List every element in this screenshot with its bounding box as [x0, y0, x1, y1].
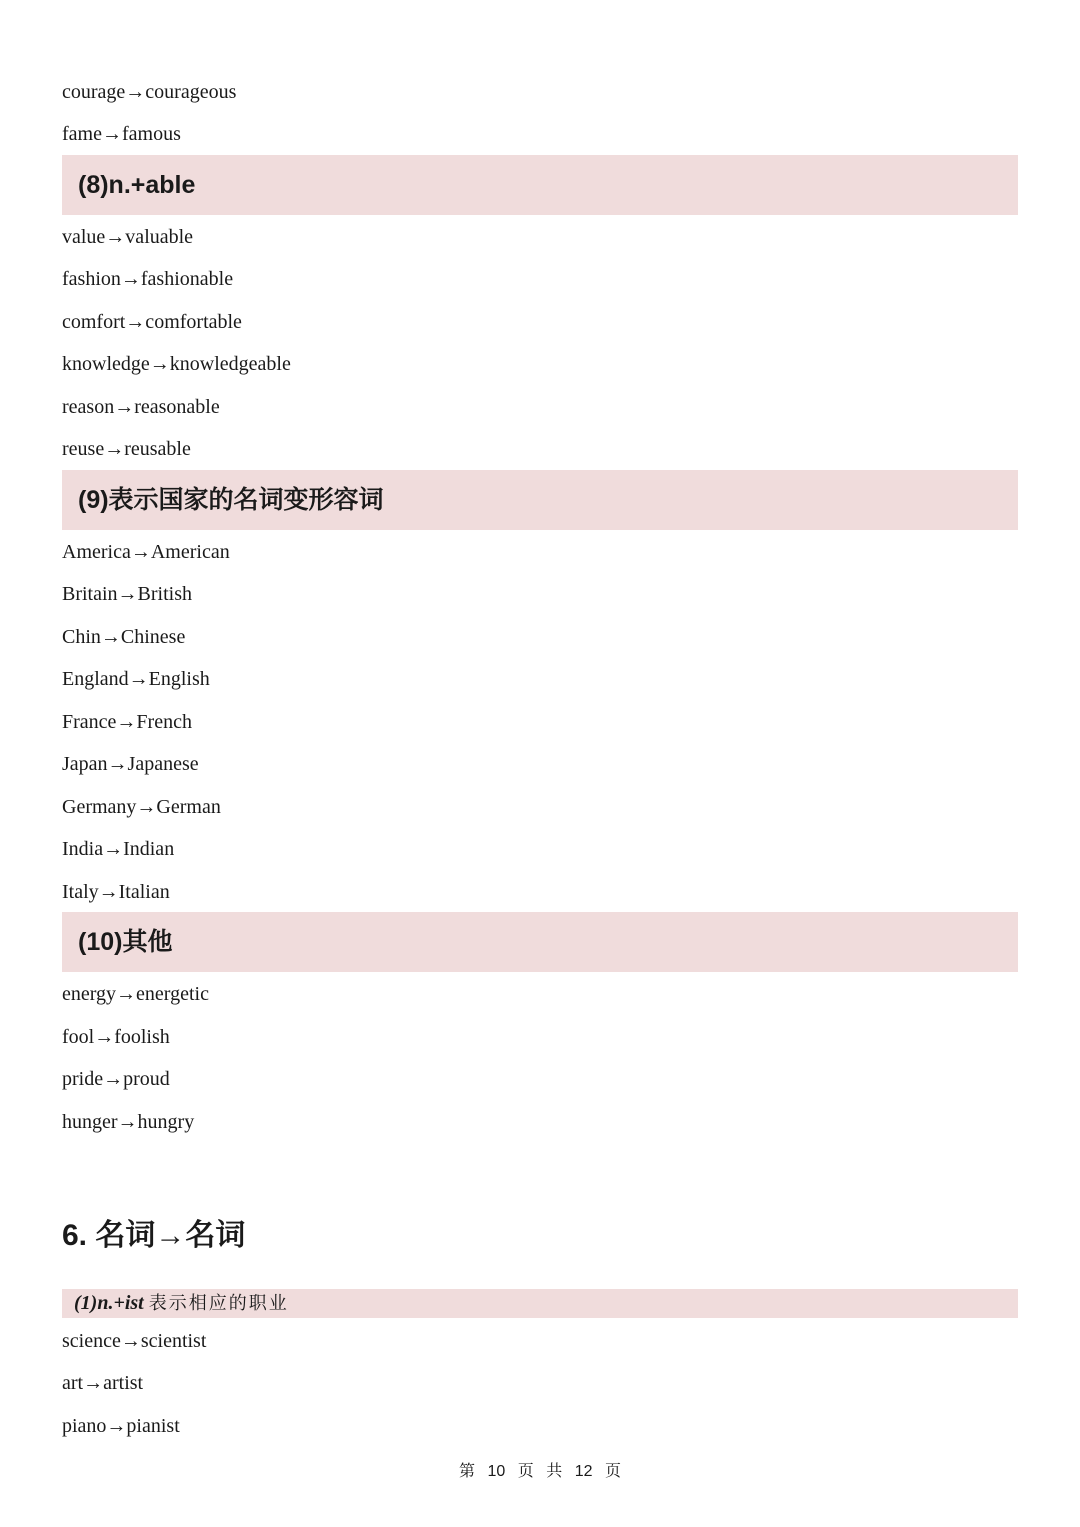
sub-heading: [74, 1289, 289, 1318]
word-pair: fool→foolish: [62, 1026, 170, 1048]
word-pair: India→Indian: [62, 838, 175, 860]
sub-heading-description: 表示相应的职业: [148, 1293, 289, 1313]
word-pair: piano→pianist: [62, 1415, 180, 1437]
word-pair: knowledge→knowledgeable: [62, 353, 291, 375]
word-pair: pride→proud: [62, 1068, 170, 1090]
footer-prefix: 第: [459, 1463, 476, 1480]
sub-heading-band: [62, 1289, 1018, 1318]
word-pair: courage→courageous: [62, 81, 237, 103]
word-pair: America→American: [62, 541, 230, 563]
section-heading-band: [62, 912, 1018, 972]
word-pair: energy→energetic: [62, 983, 209, 1005]
footer-suffix: 页: [604, 1463, 621, 1480]
section-heading: (8)n.+able: [78, 171, 196, 199]
section-heading-band: [62, 470, 1018, 530]
sub-heading-label: (1)n.+ist: [74, 1292, 144, 1314]
word-pair: fashion→fashionable: [62, 268, 234, 290]
word-pair: reason→reasonable: [62, 396, 220, 418]
footer-total-pages: 12: [574, 1463, 593, 1480]
word-pair: value→valuable: [62, 226, 194, 248]
section-heading-band: [62, 155, 1018, 215]
part-title: 6. 名词→名词: [62, 1219, 246, 1252]
word-pair: France→French: [62, 711, 192, 733]
word-pair: hunger→hungry: [62, 1111, 195, 1133]
word-pair: Japan→Japanese: [62, 753, 199, 775]
word-pair: Britain→British: [62, 583, 192, 605]
footer-total-word: 共: [546, 1463, 563, 1480]
section-heading: (10)其他: [78, 928, 173, 956]
word-pair: reuse→reusable: [62, 438, 191, 460]
word-pair: Chin→Chinese: [62, 626, 186, 648]
footer-page-number: 10: [487, 1463, 506, 1480]
word-pair: science→scientist: [62, 1330, 207, 1352]
page-footer: [0, 1461, 1080, 1483]
word-pair: fame→famous: [62, 123, 181, 145]
word-pair: Italy→Italian: [62, 881, 170, 903]
word-pair: comfort→comfortable: [62, 311, 242, 333]
word-pair: art→artist: [62, 1372, 144, 1394]
word-pair: England→English: [62, 668, 210, 690]
section-heading: (9)表示国家的名词变形容词: [78, 486, 384, 514]
word-pair: Germany→German: [62, 796, 221, 818]
footer-page-word: 页: [517, 1463, 534, 1480]
